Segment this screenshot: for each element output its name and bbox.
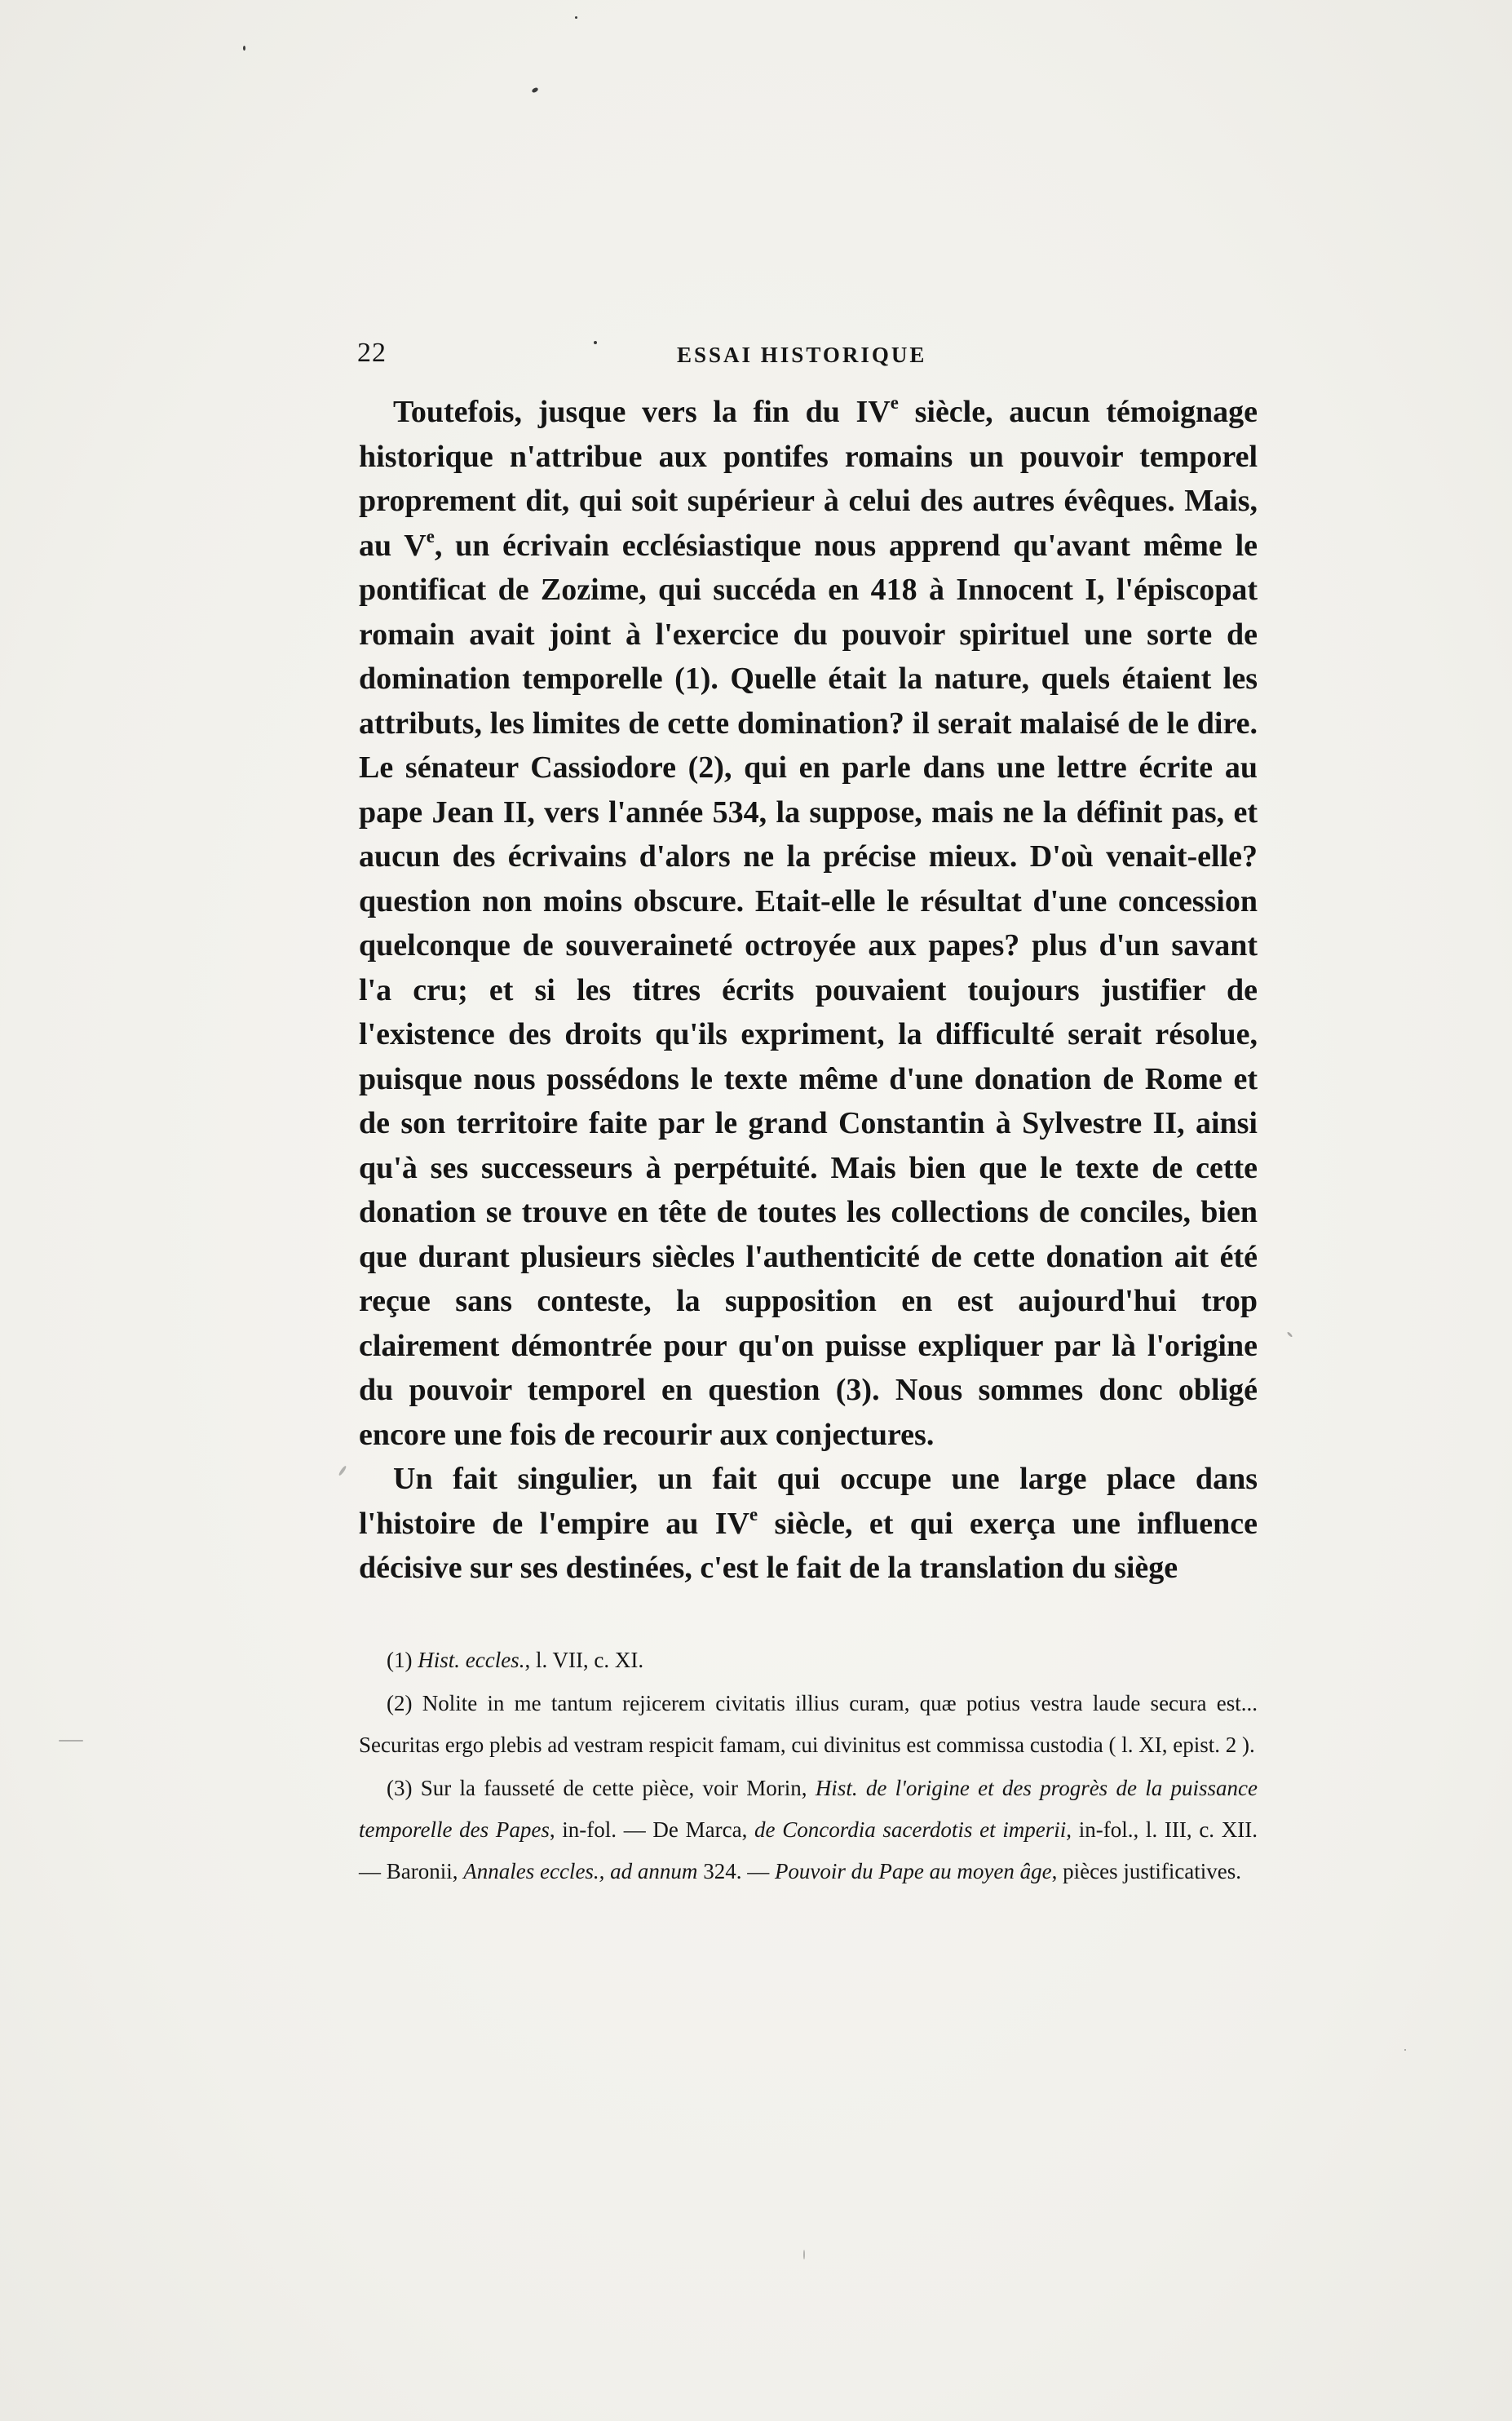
- work-title: Annales eccles., ad annum: [463, 1859, 698, 1883]
- ink-speck: [575, 16, 577, 19]
- paragraph: [359, 390, 1258, 1457]
- footnote-text: in-fol., l. III, c. XII. — Baronii,: [359, 1817, 1258, 1883]
- paragraph-text: , un écrivain ecclésiastique nous apprend qu'avant même le pontificat de Zozime, qui succéda en 418 à Innocent I, l'épiscopat romain avait joint à l'exercice du pouvoir spirituel une sorte de domination temporelle (1). Quelle était la nature, quels étaient les attributs, les limites de cette domination? il serait malaisé de le dire. Le sénateur Cassiodore (2), qui en parle dans une lettre écrite au pape Jean II, vers l'année 534, la suppose, mais ne la définit pas, et aucun des écrivains d'alors ne la précise mieux. D'où venait-elle? question non moins obscure. Etait-elle le résultat d'une concession quelconque de souveraineté octroyée aux papes? plus d'un savant l'a cru; et si les titres écrits pouvaient toujours justifier de l'existence des droits qu'ils expriment, la difficulté serait résolue, puisque nous possédons le texte même d'une donation de Rome et de son territoire faite par le grand Constantin à Sylvestre II, ainsi qu'à ses successeurs à perpétuité. Mais bien que le texte de cette donation se trouve en tête de toutes les collections de conciles, bien que durant plusieurs siècles l'authenticité de cette donation ait été reçue sans conteste, la supposition en est aujourd'hui trop clairement démontrée pour qu'on puisse expliquer par là l'origine du pouvoir temporel en question (3). Nous sommes donc obligé encore une fois de recourir aux conjectures.: [359, 528, 1258, 1452]
- running-title: ESSAI HISTORIQUE: [677, 343, 927, 367]
- footnote-2: [359, 1683, 1258, 1766]
- work-title: Pouvoir du Pape au moyen âge: [774, 1859, 1052, 1883]
- ink-speck: [531, 86, 538, 93]
- footnote-3: [359, 1768, 1258, 1892]
- paragraph-text: Un fait singulier, un fait qui occupe une large place dans l'histoire de l'empire au IV: [359, 1462, 1258, 1541]
- ink-speck: [1404, 2049, 1406, 2051]
- main-text: [359, 390, 1258, 1591]
- footnote-text: , l. VII, c. XI.: [524, 1648, 644, 1672]
- work-title: Hist. eccles.: [418, 1648, 525, 1672]
- footnote-marker: (1): [387, 1648, 413, 1672]
- footnote-text: 324. —: [697, 1859, 775, 1883]
- ink-speck: [1287, 1331, 1293, 1338]
- paragraph-text: siècle, aucun témoignage historique n'attribue aux pontifes romains un pouvoir temporel proprement dit, qui soit supérieur à celui des autres évêques. Mais, au V: [359, 395, 1258, 563]
- work-title: de Concordia sacerdotis et imperii,: [754, 1817, 1072, 1842]
- work-title: Hist. de l'origine et des progrès de la puissance temporelle des Papes: [359, 1776, 1258, 1842]
- footnote-1: [359, 1640, 1258, 1681]
- ink-speck: [338, 1465, 347, 1476]
- footnote-text: , pièces justificatives.: [1051, 1859, 1242, 1883]
- running-header: [357, 338, 1254, 378]
- footnote-text: (2) Nolite in me tantum rejicerem civitatis illius curam, quæ potius vestra laude secura est... Securitas ergo plebis ad vestram respicit famam, cui divinitus est commissa custodia ( l. XI, epist. 2 ).: [359, 1691, 1258, 1757]
- paragraph-text: siècle, et qui exerça une influence décisive sur ses destinées, c'est le fait de la translation du siège: [359, 1506, 1258, 1585]
- ink-speck: [59, 1740, 83, 1742]
- superscript: e: [749, 1503, 758, 1525]
- ink-speck: [243, 46, 245, 51]
- paragraph-text: Toutefois, jusque vers la fin du IV: [393, 395, 891, 429]
- page-number: 22: [357, 338, 387, 368]
- superscript: e: [890, 392, 899, 414]
- footnote-text: (3) Sur la fausseté de cette pièce, voir Morin,: [387, 1776, 816, 1800]
- superscript: e: [426, 525, 435, 547]
- footnotes: [359, 1640, 1258, 1892]
- ink-speck: [803, 2250, 805, 2259]
- footnote-text: , in-fol. — De Marca,: [549, 1817, 755, 1842]
- paragraph: [359, 1457, 1258, 1591]
